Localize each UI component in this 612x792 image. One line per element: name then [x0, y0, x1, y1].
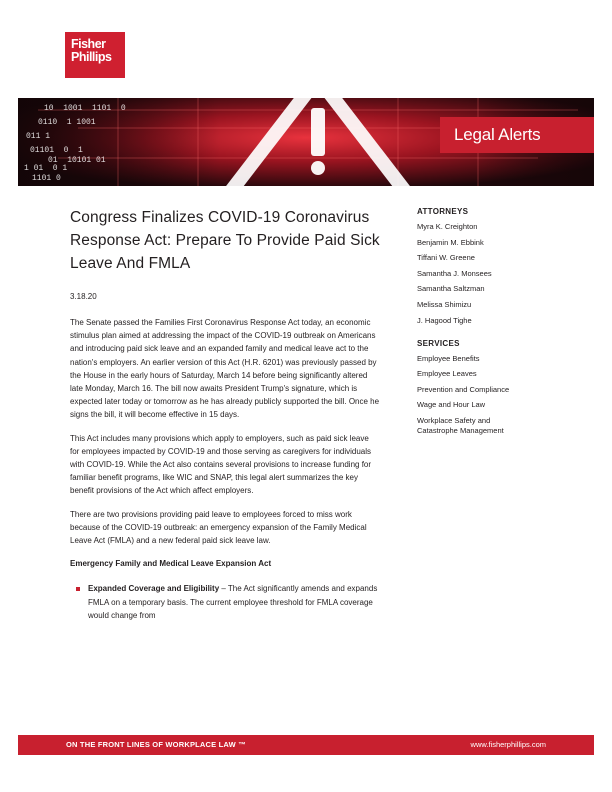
body-paragraph: There are two provisions providing paid leave to employees forced to miss work because of the COVID-19 outbreak: an emergency expansion of the Family Medical Leave Act (FMLA) and a new federal paid sick leave law.	[70, 509, 367, 546]
article-date: 3.18.20	[70, 292, 97, 301]
section-heading: Emergency Family and Medical Leave Expansion Act	[70, 559, 272, 569]
services-heading: SERVICES	[417, 338, 460, 348]
sidebar	[417, 207, 577, 442]
service-link[interactable]: Employee Leaves	[417, 369, 477, 379]
service-link[interactable]: Workplace Safety and Catastrophe Management	[417, 415, 504, 435]
binary-text-5: 01 10101 01	[48, 156, 106, 165]
attorney-link[interactable]: Samantha Saltzman	[417, 284, 485, 294]
attorney-link[interactable]: J. Hagood Tighe	[417, 315, 472, 325]
attorney-link[interactable]: Benjamin M. Ebbink	[417, 237, 484, 247]
attorney-link[interactable]: Myra K. Creighton	[417, 222, 478, 231]
bullet-list	[70, 582, 380, 622]
bullet-text: – The Act significantly amends and expands FMLA on a temporary basis. The current employee threshold for FMLA coverage would change from	[88, 584, 378, 620]
footer-tagline: ON THE FRONT LINES OF WORKPLACE LAW ™	[66, 740, 246, 749]
article-title	[70, 206, 390, 275]
logo-line-1: Fisher	[71, 37, 106, 51]
binary-text-1: 10 1001 1101 0	[44, 104, 126, 113]
binary-text-6: 1 01 0 1	[24, 164, 68, 173]
attorney-link[interactable]: Tiffani W. Greene	[417, 253, 475, 263]
logo-line-2: Phillips	[71, 50, 112, 64]
legal-alerts-label: Legal Alerts	[440, 117, 594, 153]
service-link[interactable]: Wage and Hour Law	[417, 400, 486, 410]
service-link[interactable]: Prevention and Compliance	[417, 384, 510, 394]
title-line: Congress Finalizes COVID-19 Coronavirus	[70, 209, 370, 226]
attorneys-heading: ATTORNEYS	[417, 207, 469, 216]
footer-bar	[18, 735, 594, 755]
binary-text-4: 01101 0 1	[30, 146, 83, 155]
attorney-link[interactable]: Samantha J. Monsees	[417, 268, 492, 278]
fisher-phillips-logo	[65, 32, 125, 78]
service-link[interactable]: Employee Benefits	[417, 353, 480, 363]
bullet-lead: Expanded Coverage and Eligibility	[88, 584, 220, 594]
attorney-link[interactable]: Melissa Shimizu	[417, 299, 472, 309]
binary-text-7: 1101 0	[32, 174, 61, 183]
footer-url[interactable]: www.fisherphillips.com	[470, 740, 546, 749]
article-body	[70, 316, 380, 622]
body-paragraph: The Senate passed the Families First Coronavirus Response Act today, an economic stimulus plan aimed at addressing the impact of the COVID-19 outbreak on Americans and introducing paid sick leave and an expanded family and medical leave act to the nation's employers. An earlier version of this Act (H.R. 6201) was previously passed by the House in the early hours of Saturday, March 14 before being significantly altered late Monday, March 16. The bill now awaits President Trump's signature, which is expected later today or tomorrow as he has already publicly supported the bill. Once he signs the bill, it will become effective in 15 days.	[70, 318, 380, 420]
title-line: Leave And FMLA	[70, 255, 191, 272]
binary-text-3: 011 1	[26, 132, 51, 141]
bullet-item	[88, 582, 380, 622]
binary-text-2: 0110 1 1001	[38, 118, 96, 127]
title-line: Response Act: Prepare To Provide Paid Sick	[70, 232, 380, 249]
body-paragraph: This Act includes many provisions which apply to employers, such as paid sick leave for employees impacted by COVID-19 and those serving as caregivers for individuals with COVID-19. While the Act also contains several provisions to increase funding for familiar benefit programs, like WIC and SNAP, this legal alert summarizes the key benefit provisions of the Act which affect employers.	[70, 433, 372, 496]
